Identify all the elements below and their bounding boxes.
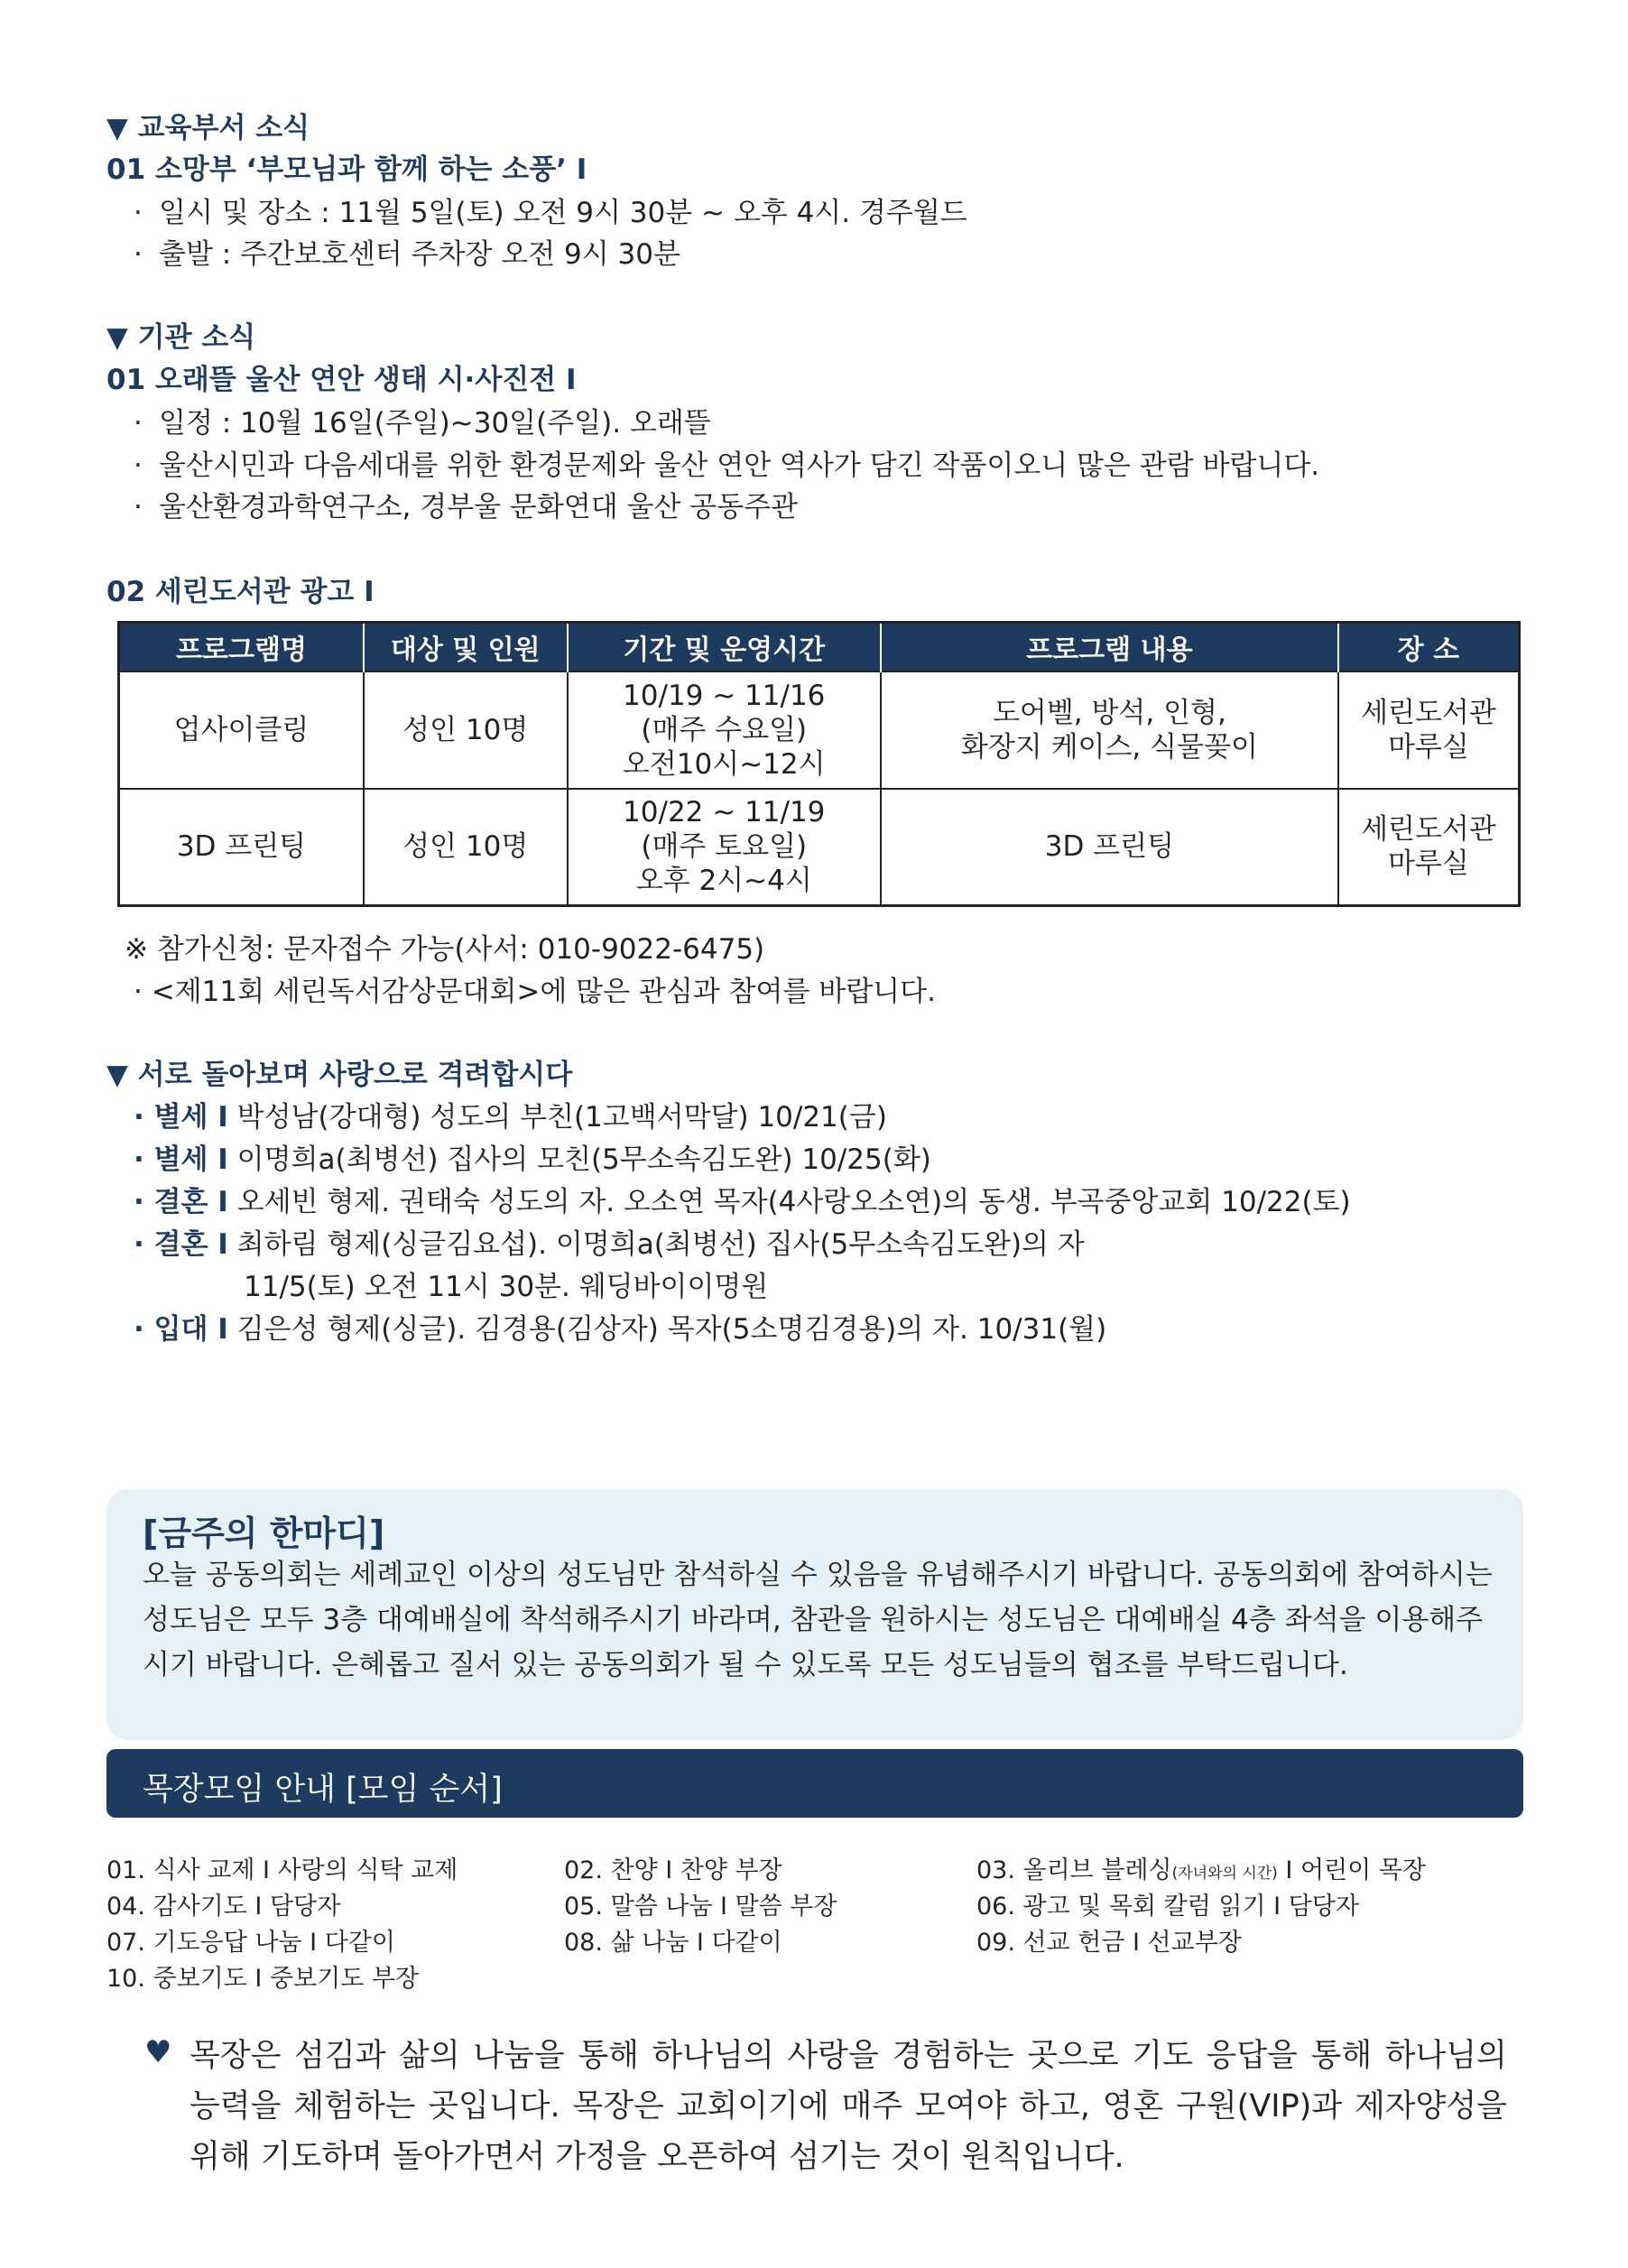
order-item: 07. 기도응답 나눔 I 다같이 — [106, 1929, 395, 1957]
library-note-contest: · <제11회 세린독서감상문대회>에 많은 관심과 참여를 바랍니다. — [134, 976, 936, 1008]
order-item: 03. 올리브 블레싱(자녀와의 시간) I 어린이 목장 — [976, 1856, 1426, 1884]
encourage-item: · 별세 I 이명희a(최병선) 집사의 모친(5무소속김도완) 10/25(화) — [134, 1143, 931, 1176]
cell-target: 성인 10명 — [364, 789, 568, 906]
education-item1-line2: · 출발 : 주간보호센터 주차장 오전 9시 30분 — [134, 238, 680, 271]
education-heading: ▼ 교육부서 소식 — [106, 112, 310, 144]
heart-icon: ♥ — [144, 2034, 172, 2070]
order-item: 02. 찬양 I 찬양 부장 — [564, 1856, 782, 1884]
table-row — [119, 789, 1520, 906]
cell-content: 3D 프린팅 — [881, 789, 1338, 906]
library-ad-title: 02 세린도서관 광고 I — [106, 576, 375, 608]
weekly-word-text: 오늘 공동의회는 세례교인 이상의 성도님만 참석하실 수 있음을 유념해주시기 바랍니다. 공동의회에 참여하시는 성도님은 모두 3층 대예배실에 착석해주시기 바라며, 참관을 원하시는 성도님은 대예배실 4층 좌석을 이용해주시기 바랍니다. 은혜롭고 질서 있는 공동의회가 될 수 있도록 모든 성도님들의 협조를 부탁드립니다. — [143, 1559, 1493, 1681]
weekly-word-title: [금주의 한마디] — [143, 1514, 385, 1553]
order-item: 10. 중보기도 I 중보기도 부장 — [106, 1965, 420, 1993]
mokjang-principle-text: 목장은 섬김과 삶의 나눔을 통해 하나님의 사랑을 경험하는 곳으로 기도 응답을 통해 하나님의 능력을 체험하는 곳입니다. 목장은 교회이기에 매주 모여야 하고, 영혼 구원(VIP)과 제자양성을 위해 기도하며 돌아가면서 가정을 오픈하여 섬기는 것이 원칙입니다. — [190, 2038, 1507, 2175]
institution-item1-line1: · 일정 : 10월 16일(주일)~30일(주일). 오래뜰 — [134, 407, 711, 440]
encourage-heading: ▼ 서로 돌아보며 사랑으로 격려합시다 — [106, 1059, 573, 1091]
col-header-program: 프로그램명 — [119, 623, 364, 671]
education-item1-title: 01 소망부 ‘부모님과 함께 하는 소풍’ I — [106, 153, 587, 186]
table-row — [119, 671, 1520, 789]
col-header-place: 장 소 — [1338, 623, 1520, 671]
encourage-item: · 입대 I 김은성 형제(싱글). 김경용(김상자) 목자(5소명김경용)의 자. 10/31(월) — [134, 1313, 1107, 1346]
col-header-period: 기간 및 운영시간 — [568, 623, 881, 671]
table-header-row — [119, 623, 1520, 671]
cell-program: 업사이클링 — [119, 671, 364, 789]
cell-target: 성인 10명 — [364, 671, 568, 789]
mokjang-header-bar — [106, 1749, 1523, 1818]
mokjang-title: 목장모임 안내 [모임 순서] — [143, 1772, 503, 1808]
institution-item1-title: 01 오래뜰 울산 연안 생태 시·사진전 I — [106, 364, 577, 396]
order-item: 01. 식사 교제 I 사랑의 식탁 교제 — [106, 1856, 458, 1884]
cell-place: 세린도서관 마루실 — [1338, 671, 1520, 789]
institution-item1-line3: · 울산환경과학연구소, 경부울 문화연대 울산 공동주관 — [134, 491, 799, 523]
cell-program: 3D 프린팅 — [119, 789, 364, 906]
encourage-item-continued: 11/5(토) 오전 11시 30분. 웨딩바이이명원 — [244, 1271, 769, 1303]
library-program-table — [117, 621, 1521, 907]
education-item1-line1: · 일시 및 장소 : 11월 5일(토) 오전 9시 30분 ~ 오후 4시. 경주월드 — [134, 197, 967, 229]
library-note-apply: ※ 참가신청: 문자접수 가능(사서: 010-9022-6475) — [125, 933, 765, 966]
cell-content: 도어벨, 방석, 인형, 화장지 케이스, 식물꽂이 — [881, 671, 1338, 789]
cell-period: 10/19 ~ 11/16 (매주 수요일) 오전10시~12시 — [568, 671, 881, 789]
institution-item1-line2: · 울산시민과 다음세대를 위한 환경문제와 울산 연안 역사가 담긴 작품이오니 많은 관람 바랍니다. — [134, 449, 1320, 482]
order-item: 04. 감사기도 I 담당자 — [106, 1893, 341, 1921]
order-item: 05. 말씀 나눔 I 말씀 부장 — [564, 1893, 837, 1921]
order-item: 06. 광고 및 목회 칼럼 읽기 I 담당자 — [976, 1893, 1359, 1921]
cell-place: 세린도서관 마루실 — [1338, 789, 1520, 906]
cell-period: 10/22 ~ 11/19 (매주 토요일) 오후 2시~4시 — [568, 789, 881, 906]
col-header-content: 프로그램 내용 — [881, 623, 1338, 671]
col-header-target: 대상 및 인원 — [364, 623, 568, 671]
institution-heading: ▼ 기관 소식 — [106, 321, 256, 354]
order-item: 08. 삶 나눔 I 다같이 — [564, 1929, 782, 1957]
order-item: 09. 선교 헌금 I 선교부장 — [976, 1929, 1242, 1957]
encourage-item: · 결혼 I 오세빈 형제. 권태숙 성도의 자. 오소연 목자(4사랑오소연)의 동생. 부곡중앙교회 10/22(토) — [134, 1186, 1351, 1218]
encourage-item: · 결혼 I 최하림 형제(싱글김요섭). 이명희a(최병선) 집사(5무소속김도완)의 자 — [134, 1228, 1085, 1261]
encourage-item: · 별세 I 박성남(강대형) 성도의 부친(1고백서막달) 10/21(금) — [134, 1101, 887, 1134]
weekly-word-box — [106, 1489, 1523, 1740]
